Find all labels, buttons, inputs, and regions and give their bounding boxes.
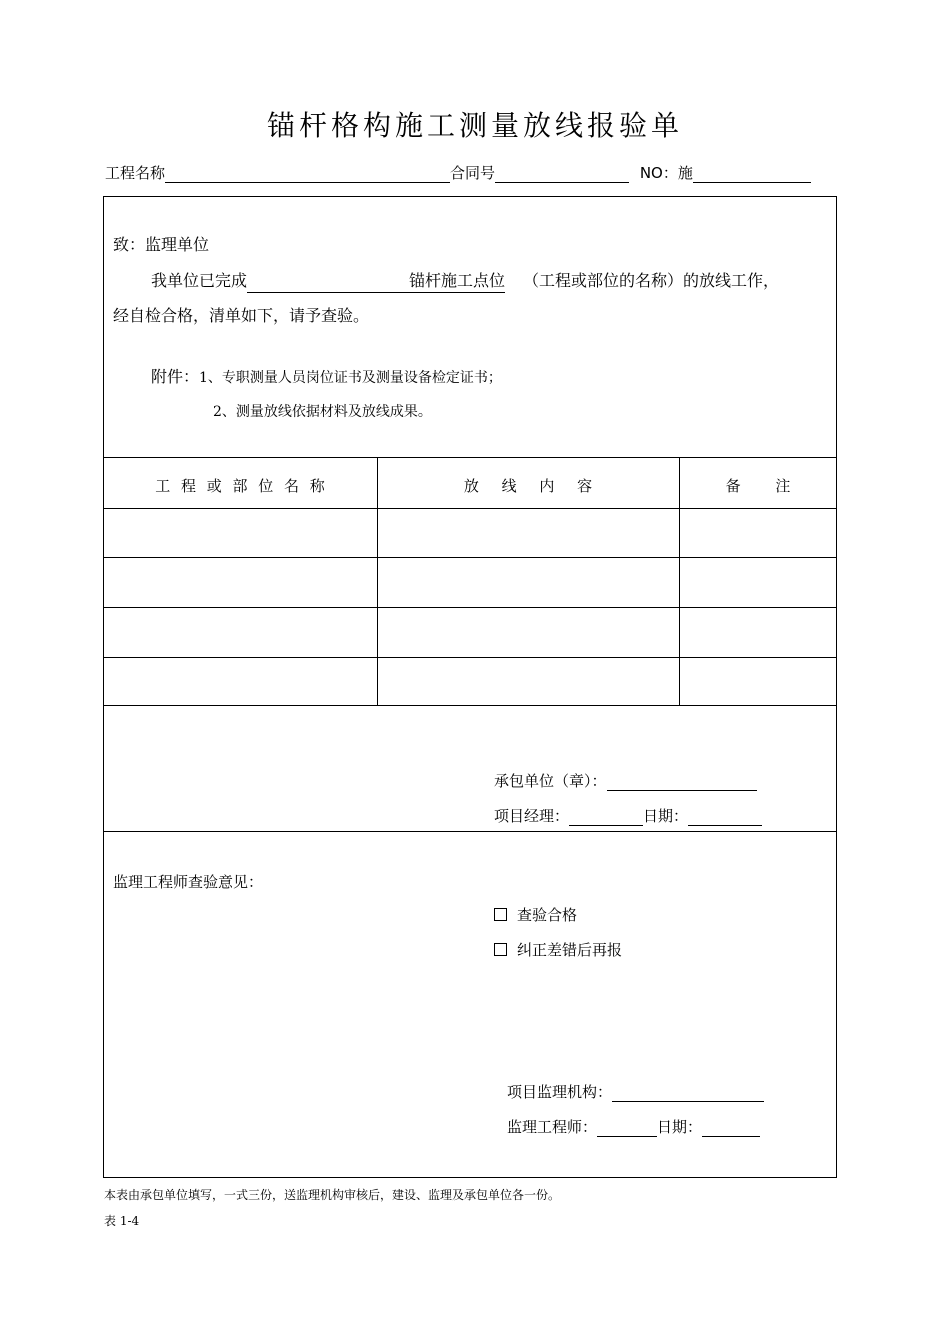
table-cell[interactable] [378, 658, 678, 704]
col-header-remark: 备 注 [725, 477, 791, 495]
supervision-org-field[interactable] [612, 1085, 764, 1102]
table-cell[interactable] [104, 558, 376, 606]
contractor-unit-field[interactable] [607, 774, 757, 791]
supervision-org-row [507, 1081, 764, 1102]
option-approved[interactable] [494, 904, 577, 925]
option-approved-label: 查验合格 [517, 906, 578, 924]
option-resubmit-label: 纠正差错后再报 [517, 941, 623, 959]
supervising-engineer-field[interactable] [597, 1120, 657, 1137]
project-name-label: 工程名称 [105, 164, 166, 182]
supervising-engineer-row [507, 1116, 760, 1137]
attachment-1: 1、专职测量人员岗位证书及测量设备检定证书； [199, 370, 502, 386]
col-header-name: 工 程 或 部 位 名 称 [155, 477, 325, 495]
table-cell[interactable] [680, 509, 836, 556]
table-cell[interactable] [378, 558, 678, 606]
completed-item-field[interactable] [247, 268, 505, 293]
completed-item-value: 锚杆施工点位 [409, 271, 506, 290]
contractor-unit-label: 承包单位（章）： [494, 772, 607, 790]
no-label: NO：施 [639, 164, 693, 182]
contract-no-field[interactable] [495, 166, 629, 183]
supervisor-date-field[interactable] [702, 1120, 760, 1137]
contractor-date-field[interactable] [688, 809, 762, 826]
table-cell[interactable] [104, 608, 376, 656]
supervision-org-label: 项目监理机构： [507, 1083, 613, 1101]
table-top-line [103, 457, 837, 458]
attachment-2: 2、测量放线依据材料及放线成果。 [213, 404, 432, 420]
contractor-date-label: 日期： [643, 807, 689, 825]
option-resubmit[interactable] [494, 939, 622, 960]
attachments-label: 附件： [151, 367, 200, 386]
form-number: 表 1-4 [104, 1214, 140, 1228]
notice-line1 [151, 268, 779, 293]
notice-to: 致：监理单位 [113, 235, 210, 254]
table-cell[interactable] [378, 509, 678, 556]
table-cell[interactable] [680, 608, 836, 656]
notice-line2: 经自检合格，清单如下，请予查验。 [113, 306, 370, 325]
col-header-content: 放 线 内 容 [463, 477, 593, 495]
project-manager-label: 项目经理： [494, 807, 570, 825]
project-manager-field[interactable] [569, 809, 643, 826]
table-cell[interactable] [104, 658, 376, 704]
project-name-field[interactable] [165, 166, 450, 183]
project-manager-row [494, 805, 762, 826]
checkbox-resubmit[interactable] [494, 943, 507, 956]
footer-note: 本表由承包单位填写，一式三份，送监理机构审核后，建设、监理及承包单位各一份。 [104, 1188, 561, 1202]
page-title: 锚杆格构施工测量放线报验单 [266, 109, 683, 142]
supervisor-date-label: 日期： [657, 1118, 703, 1136]
contractor-unit-row [494, 770, 757, 791]
supervising-engineer-label: 监理工程师： [507, 1118, 598, 1136]
section-divider [103, 831, 837, 832]
supervisor-opinion-label: 监理工程师查验意见： [113, 873, 264, 891]
table-cell[interactable] [104, 509, 376, 556]
contract-no-label: 合同号 [450, 164, 496, 182]
no-field[interactable] [693, 166, 811, 183]
table-cell[interactable] [680, 558, 836, 606]
notice-line1-suffix: （工程或部位的名称）的放线工作， [523, 271, 780, 290]
checkbox-approved[interactable] [494, 908, 507, 921]
project-name-row [105, 162, 811, 183]
table-cell[interactable] [378, 608, 678, 656]
notice-line1-prefix: 我单位已完成 [151, 271, 248, 290]
attachment-row-1 [151, 364, 502, 387]
table-bottom-line [103, 705, 837, 706]
table-cell[interactable] [680, 658, 836, 704]
